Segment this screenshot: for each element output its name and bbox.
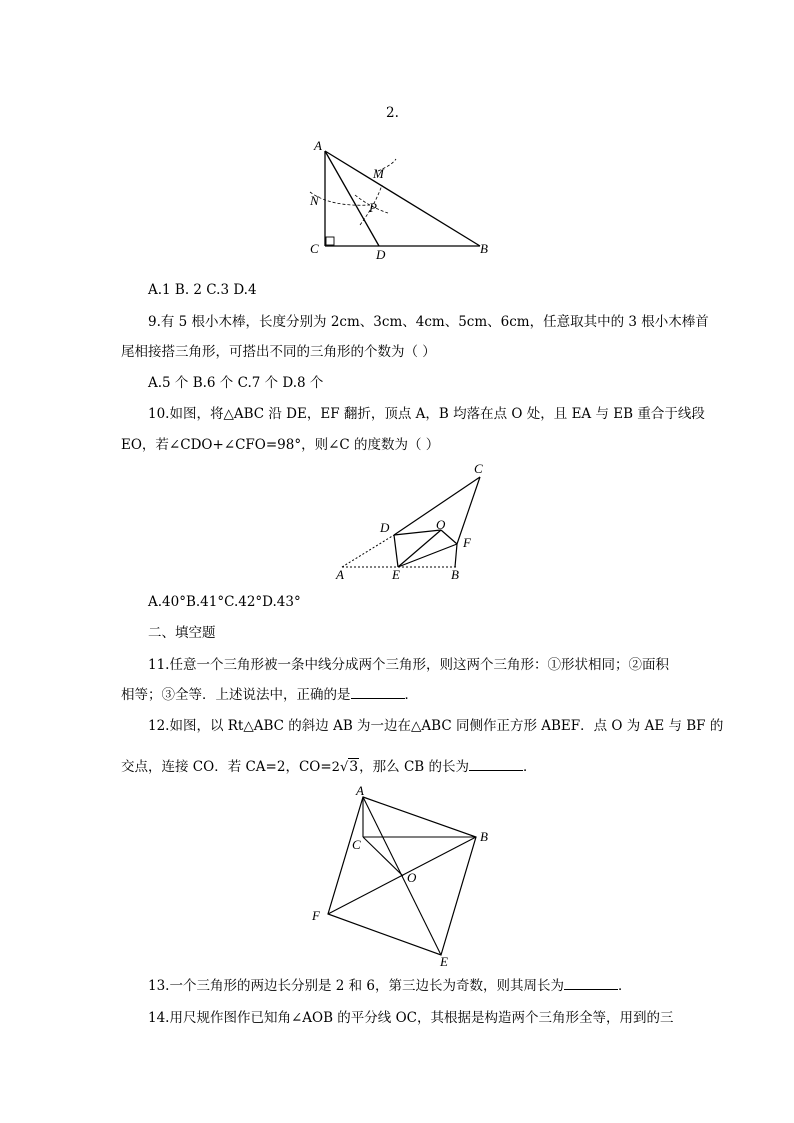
q9-line-2: 尾相接搭三角形，可搭出不同的三角形的个数为（ ） bbox=[121, 344, 436, 360]
q12-text-b: ，那么 CB 的长为 bbox=[359, 759, 470, 775]
q12-coefficient: 2 bbox=[331, 760, 340, 775]
fig12-label-f: F bbox=[312, 908, 320, 923]
q12-text-a: 交点，连接 CO．若 CA=2，CO= bbox=[121, 759, 332, 775]
q9-line-1: 9.有 5 根小木棒，长度分别为 2cm、3cm、4cm、5cm、6cm，任意取其中的 3 根小木棒首 bbox=[148, 314, 709, 330]
q11-end: ． bbox=[404, 687, 418, 703]
q13-end: ． bbox=[618, 978, 632, 994]
q10-figure bbox=[330, 458, 500, 587]
q11-line-2 bbox=[121, 686, 418, 704]
previous-answer-tail: 2. bbox=[386, 105, 399, 121]
q12-sqrt-expression: 2√3 bbox=[331, 759, 359, 775]
q10-line-2: EO，若∠CDO+∠CFO=98°，则∠C 的度数为（ ） bbox=[121, 437, 440, 453]
fig8-label-p: P bbox=[369, 200, 377, 215]
q10-line-1: 10.如图，将△ABC 沿 DE，EF 翻折，顶点 A，B 均落在点 O 处，且 EA 与 EB 重合于线段 bbox=[148, 406, 705, 422]
fig8-label-d: D bbox=[376, 247, 386, 262]
fig8-label-m: M bbox=[373, 166, 384, 181]
q13-answer-blank[interactable] bbox=[564, 977, 618, 990]
fig10-label-e: E bbox=[392, 567, 400, 582]
fig10-label-d: D bbox=[380, 520, 390, 535]
fig12-label-o: O bbox=[407, 870, 417, 885]
fig8-label-c: C bbox=[310, 241, 319, 256]
q12-figure bbox=[308, 785, 498, 974]
fig8-label-n: N bbox=[310, 193, 319, 208]
q11-line-1: 11.任意一个三角形被一条中线分成两个三角形，则这两个三角形：①形状相同；②面积 bbox=[148, 657, 669, 673]
q12-radicand: 3 bbox=[349, 759, 359, 775]
q12-end: ． bbox=[523, 759, 537, 775]
fig8-label-b: B bbox=[480, 241, 488, 256]
q14-line-1: 14.用尺规作图作已知角∠AOB 的平分线 OC，其根据是构造两个三角形全等，用到的三 bbox=[148, 1010, 674, 1026]
q13-line bbox=[148, 977, 632, 995]
q12-line-1: 12.如图，以 Rt△ABC 的斜边 AB 为一边在△ABC 同侧作正方形 ABEF．点 O 为 AE 与 BF 的 bbox=[148, 718, 724, 734]
section-fill-in-heading: 二、填空题 bbox=[148, 625, 216, 641]
fig10-label-b: B bbox=[451, 567, 459, 582]
fig12-label-b: B bbox=[480, 829, 488, 844]
q8-options: A.1 B. 2 C.3 D.4 bbox=[148, 282, 257, 298]
q11-answer-blank[interactable] bbox=[351, 686, 405, 699]
q13-text: 13.一个三角形的两边长分别是 2 和 6，第三边长为奇数，则其周长为 bbox=[148, 978, 565, 994]
fig12-label-a: A bbox=[356, 785, 364, 798]
q12-answer-blank[interactable] bbox=[469, 758, 523, 771]
q11-text: 相等；③全等．上述说法中，正确的是 bbox=[121, 687, 351, 703]
q12-line-2 bbox=[121, 758, 537, 777]
fig10-label-f: F bbox=[463, 535, 471, 550]
q9-options: A.5 个 B.6 个 C.7 个 D.8 个 bbox=[148, 375, 324, 391]
fig10-label-c: C bbox=[474, 461, 483, 476]
fig10-label-o: O bbox=[436, 517, 446, 532]
fig10-label-a: A bbox=[336, 567, 344, 582]
fig12-label-e: E bbox=[440, 954, 448, 969]
q10-options: A.40°B.41°C.42°D.43° bbox=[148, 594, 301, 610]
fig8-label-a: A bbox=[314, 138, 322, 153]
fig12-label-c: C bbox=[352, 837, 361, 852]
q8-figure bbox=[300, 135, 500, 269]
